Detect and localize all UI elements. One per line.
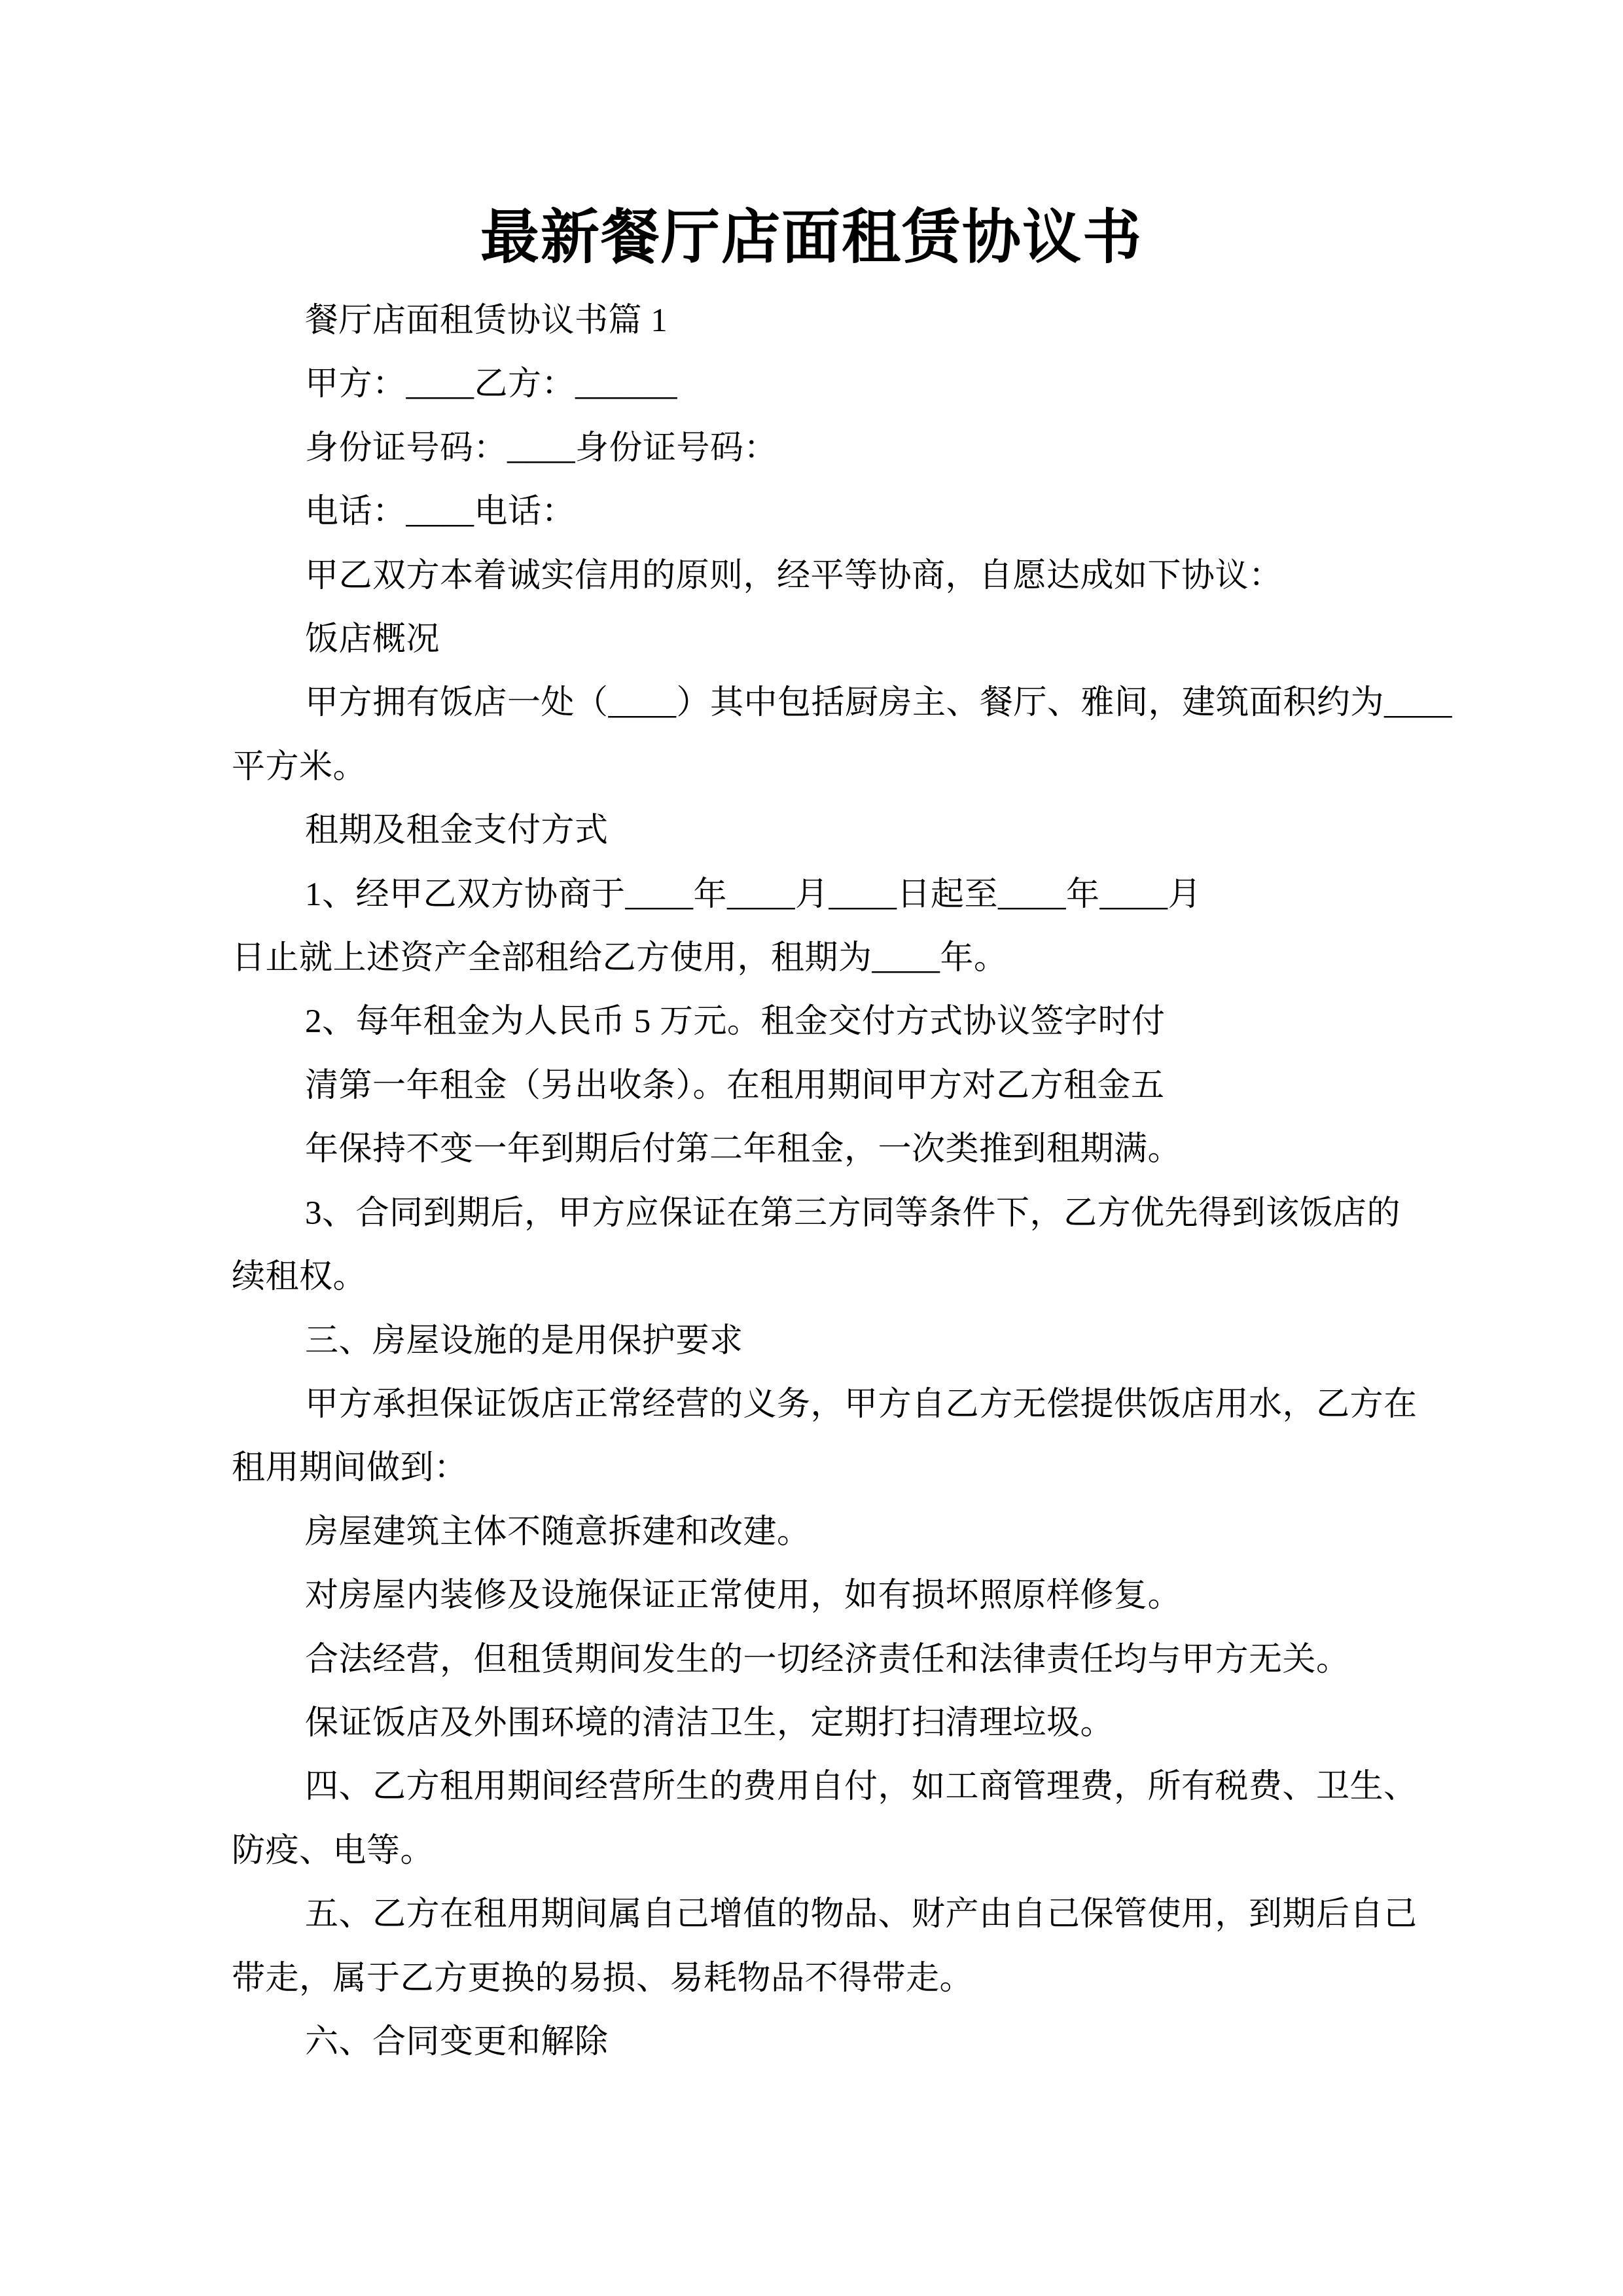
doc-line: 甲方承担保证饭店正常经营的义务，甲方自乙方无偿提供饭店用水，乙方在 bbox=[305, 1386, 1418, 1423]
doc-line-section-five: 五、乙方在租用期间属自己增值的物品、财产由自己保管使用，到期后自己 bbox=[305, 1896, 1418, 1933]
doc-line: 带走，属于乙方更换的易损、易耗物品不得带走。 bbox=[232, 1960, 974, 1997]
doc-line-section-overview: 饭店概况 bbox=[305, 621, 440, 658]
doc-line-section-four: 四、乙方租用期间经营所生的费用自付，如工商管理费，所有税费、卫生、 bbox=[305, 1768, 1418, 1806]
doc-line: 日止就上述资产全部租给乙方使用，租期为____年。 bbox=[232, 940, 1008, 977]
doc-line: 1、经甲乙双方协商于____年____月____日起至____年____月 bbox=[305, 876, 1202, 913]
document-body bbox=[232, 289, 1453, 2074]
doc-line: 清第一年租金（另出收条）。在租用期间甲方对乙方租金五 bbox=[305, 1067, 1165, 1104]
doc-line-id-numbers: 身份证号码：____身份证号码： bbox=[305, 429, 778, 467]
doc-line: 防疫、电等。 bbox=[232, 1832, 435, 1869]
doc-line: 3、合同到期后，甲方应保证在第三方同等条件下，乙方优先得到该饭店的 bbox=[305, 1194, 1401, 1232]
doc-line: 对房屋内装修及设施保证正常使用，如有损坏照原样修复。 bbox=[305, 1577, 1182, 1615]
document-title: 最新餐厅店面租赁协议书 bbox=[480, 206, 1143, 270]
doc-line: 甲乙双方本着诚实信用的原则，经平等协商，自愿达成如下协议： bbox=[305, 557, 1283, 594]
doc-line: 房屋建筑主体不随意拆建和改建。 bbox=[305, 1513, 811, 1551]
doc-line: 2、每年租金为人民币 5 万元。租金交付方式协议签字时付 bbox=[305, 1003, 1166, 1041]
doc-line-section-three: 三、房屋设施的是用保护要求 bbox=[305, 1322, 743, 1359]
doc-line: 甲方拥有饭店一处（____）其中包括厨房主、餐厅、雅间，建筑面积约为____ bbox=[305, 685, 1453, 722]
doc-line: 平方米。 bbox=[232, 748, 367, 785]
doc-line-phones: 电话：____电话： bbox=[305, 493, 576, 531]
doc-line: 合法经营，但租赁期间发生的一切经济责任和法律责任均与甲方无关。 bbox=[305, 1641, 1350, 1678]
doc-line-section-rent: 租期及租金支付方式 bbox=[305, 812, 609, 850]
doc-line: 保证饭店及外围环境的清洁卫生，定期打扫清理垃圾。 bbox=[305, 1704, 1115, 1742]
doc-line-subtitle: 餐厅店面租赁协议书篇 1 bbox=[305, 302, 668, 339]
doc-line: 年保持不变一年到期后付第二年租金，一次类推到租期满。 bbox=[305, 1131, 1182, 1168]
doc-line: 续租权。 bbox=[232, 1259, 367, 1296]
doc-line-section-six: 六、合同变更和解除 bbox=[305, 2023, 609, 2060]
doc-line: 租用期间做到： bbox=[232, 1450, 468, 1487]
doc-line-party-names: 甲方：____乙方：______ bbox=[305, 366, 678, 403]
